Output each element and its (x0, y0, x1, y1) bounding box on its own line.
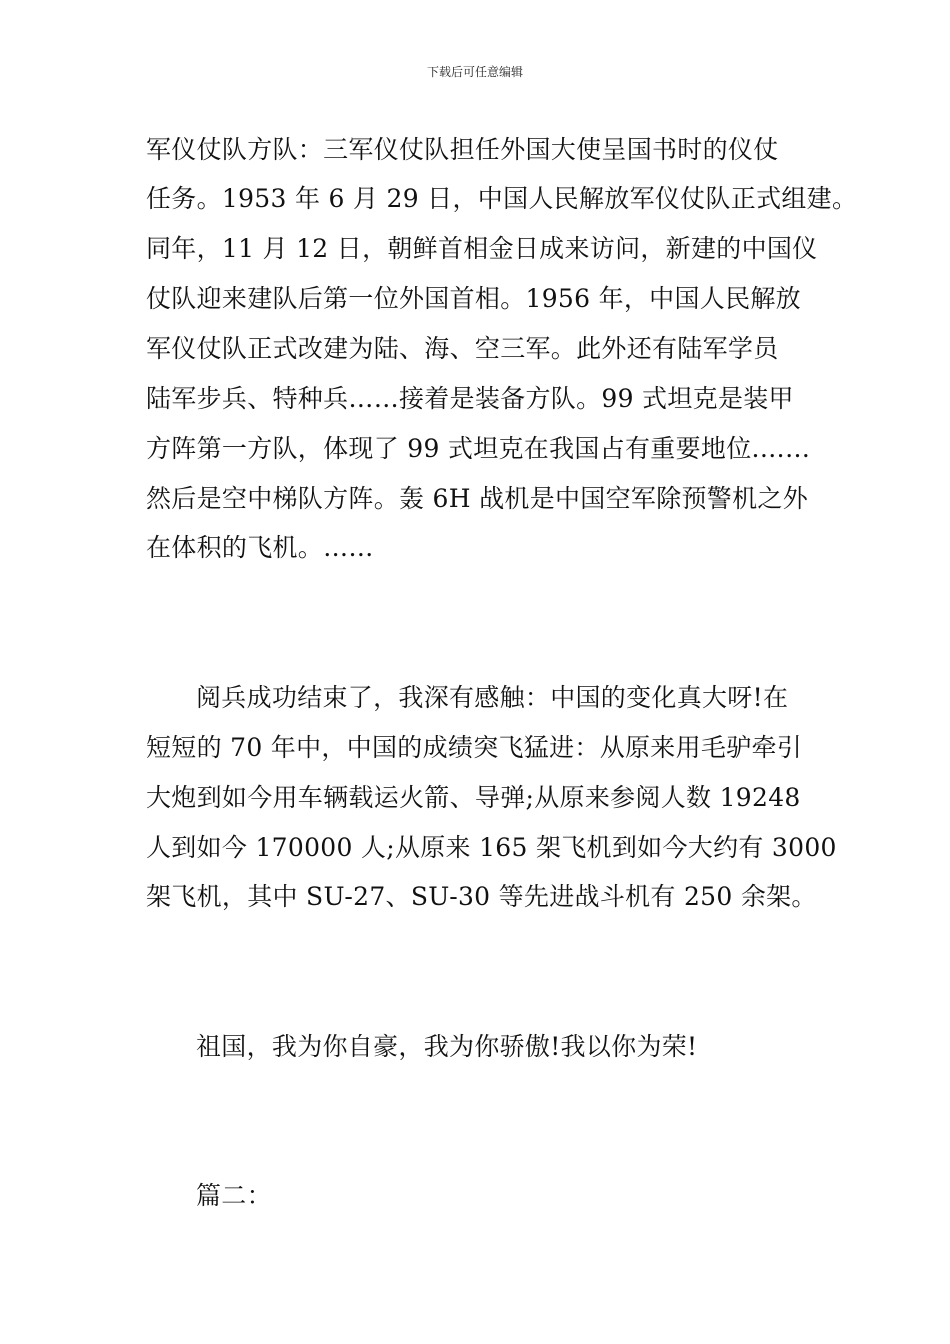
paragraph-3: 祖国，我为你自豪，我为你骄傲!我以你为荣! (196, 1032, 698, 1061)
page-header: 下载后可任意编辑 (426, 65, 523, 79)
paragraph-line: 阅兵成功结束了，我深有感触：中国的变化真大呀!在 (196, 683, 789, 712)
paragraph-line: 仗队迎来建队后第一位外国首相。1956 年，中国人民解放 (146, 284, 801, 313)
paragraph-line: 任务。1953 年 6 月 29 日，中国人民解放军仪仗队正式组建。 (146, 184, 858, 213)
paragraph-line: 同年，11 月 12 日，朝鲜首相金日成来访问，新建的中国仪 (146, 234, 818, 263)
paragraph-line: 军仪仗队正式改建为陆、海、空三军。此外还有陆军学员 (146, 334, 779, 363)
paragraph-line: 方阵第一方队，体现了 99 式坦克在我国占有重要地位.…… (146, 434, 811, 463)
section-label: 篇二： (196, 1181, 272, 1210)
paragraph-line: 然后是空中梯队方阵。轰 6H 战机是中国空军除预警机之外 (146, 484, 809, 513)
paragraph-line: 军仪仗队方队：三军仪仗队担任外国大使呈国书时的仪仗 (146, 135, 779, 164)
paragraph-line: 在体积的飞机。…… (146, 533, 374, 562)
paragraph-line: 人到如今 170000 人;从原来 165 架飞机到如今大约有 3000 (146, 833, 837, 862)
paragraph-line: 短短的 70 年中，中国的成绩突飞猛进：从原来用毛驴牵引 (146, 733, 803, 762)
paragraph-line: 大炮到如今用车辆载运火箭、导弹;从原来参阅人数 19248 (146, 783, 801, 812)
paragraph-line: 架飞机，其中 SU-27、SU-30 等先进战斗机有 250 余架。 (146, 882, 817, 911)
paragraph-line: 陆军步兵、特种兵……接着是装备方队。99 式坦克是装甲 (146, 384, 794, 413)
